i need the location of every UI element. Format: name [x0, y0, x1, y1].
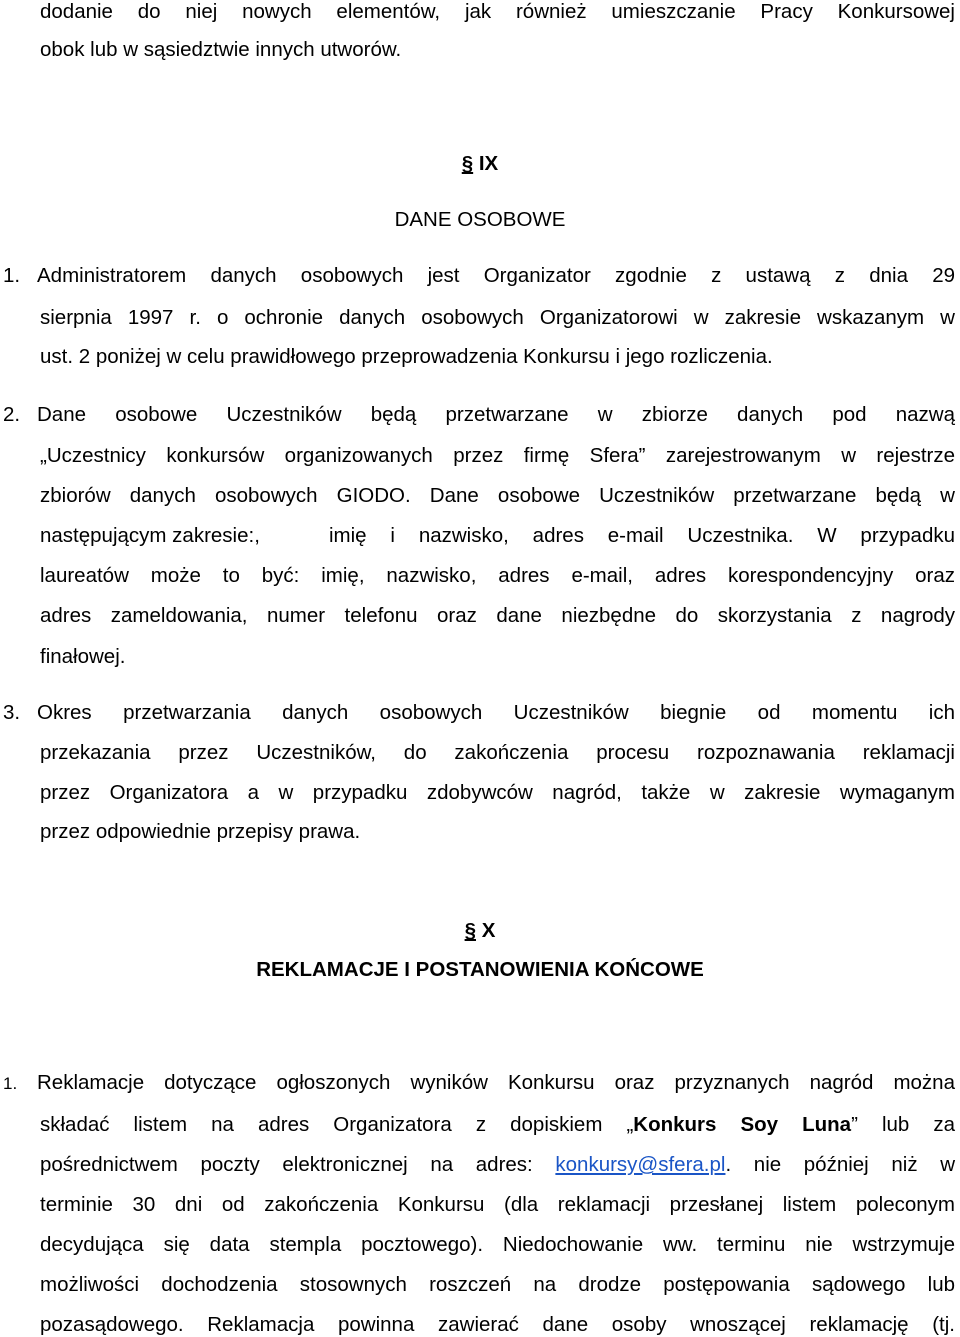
s10-p1-line-2 [40, 1113, 955, 1137]
text: pozasądowego. Reklamacja powinna zawierać dane osoby wnoszącej reklamację (tj. [40, 1313, 955, 1336]
text: finałowej. [40, 645, 126, 668]
s9-p2-line-6 [40, 604, 955, 628]
s9-p2-line-3 [40, 484, 955, 508]
text: adres zameldowania, numer telefonu oraz dane niezbędne do skorzystania z nagrody [40, 604, 955, 627]
item-number: 3. [3, 701, 21, 724]
text: ust. 2 poniżej w celu prawidłowego przeprowadzenia Konkursu i jego rozliczenia. [40, 345, 773, 368]
text: dodanie do niej nowych elementów, jak również umieszczanie Pracy Konkursowej [40, 0, 955, 23]
text: składać listem na adres Organizatora z dopiskiem „ [40, 1113, 634, 1136]
s9-p3-line-1 [3, 701, 955, 725]
text: . nie później niż w [725, 1153, 956, 1176]
text: możliwości dochodzenia stosownych roszczeń na drodze postępowania sądowego lub [40, 1273, 955, 1296]
s10-p1-line-5 [40, 1233, 955, 1257]
text: pośrednictwem poczty elektronicznej na adres: [40, 1153, 533, 1176]
text: Dane osobowe Uczestników będą przetwarzane w zbiorze danych pod nazwą [37, 403, 955, 426]
paragraph-sign: § [461, 152, 474, 175]
s10-p1-line-4 [40, 1193, 955, 1217]
s9-p3-line-4 [40, 820, 955, 844]
s9-p1-line-1 [3, 264, 955, 288]
contest-name: Konkurs Soy Luna [633, 1113, 852, 1136]
s10-p1-line-3 [40, 1153, 955, 1177]
text: zbiorów danych osobowych GIODO. Dane osobowe Uczestników przetwarzane będą w [40, 484, 955, 507]
text: Reklamacje dotyczące ogłoszonych wyników Konkursu oraz przyznanych nagród można [37, 1071, 955, 1094]
s9-p2-line-1 [3, 403, 955, 427]
s10-p1-line-6 [40, 1273, 955, 1297]
text: imię i nazwisko, adres e-mail Uczestnika. W przypadku [329, 524, 955, 547]
text: następującym zakresie:, [40, 524, 260, 547]
text: obok lub w sąsiedztwie innych utworów. [40, 38, 402, 61]
section-9-title [0, 206, 960, 234]
s9-p1-line-3 [40, 345, 955, 369]
s9-p2-line-2 [40, 444, 955, 468]
email-link[interactable]: konkursy@sfera.pl [555, 1153, 726, 1176]
item-number: 1. [3, 1074, 18, 1093]
text: ” lub za [851, 1113, 955, 1136]
s9-p3-line-3 [40, 781, 955, 805]
s9-p1-line-2 [40, 306, 955, 330]
s9-p2-line-4b [329, 524, 955, 548]
section-number: IX [478, 152, 499, 175]
text: przekazania przez Uczestników, do zakończenia procesu rozpoznawania reklamacji [40, 741, 955, 764]
intro-line-1 [40, 0, 955, 24]
s9-p3-line-2 [40, 741, 955, 765]
s9-p2-line-7 [40, 645, 955, 669]
text: laureatów może to być: imię, nazwisko, adres e-mail, adres korespondencyjny oraz [40, 564, 955, 587]
s9-p2-line-5 [40, 564, 955, 588]
text: terminie 30 dni od zakończenia Konkursu (dla reklamacji przesłanej listem poleconym [40, 1193, 955, 1216]
text: Administratorem danych osobowych jest Organizator zgodnie z ustawą z dnia 29 [37, 264, 955, 287]
s10-p1-line-7 [40, 1313, 955, 1337]
item-number: 1. [3, 264, 21, 287]
intro-line-2 [40, 38, 955, 62]
paragraph-sign: § [464, 919, 476, 942]
section-number: X [481, 919, 496, 942]
text: sierpnia 1997 r. o ochronie danych osobowych Organizatorowi w zakresie wskazanym w [40, 306, 955, 329]
item-number: 2. [3, 403, 21, 426]
section-10-number [0, 917, 960, 945]
text: „Uczestnicy konkursów organizowanych przez firmę Sfera” zarejestrowanym w rejestrze [40, 444, 955, 467]
section-10-title [0, 956, 960, 984]
section-9-number [0, 150, 960, 178]
section-title: REKLAMACJE I POSTANOWIENIA KOŃCOWE [256, 958, 704, 981]
section-title: DANE OSOBOWE [394, 208, 566, 231]
s10-p1-line-1 [3, 1071, 955, 1096]
text: przez odpowiednie przepisy prawa. [40, 820, 361, 843]
text: Okres przetwarzania danych osobowych Uczestników biegnie od momentu ich [37, 701, 955, 724]
text: decydująca się data stempla pocztowego). Niedochowanie ww. terminu nie wstrzymuje [40, 1233, 955, 1256]
text: przez Organizatora a w przypadku zdobywców nagród, także w zakresie wymaganym [40, 781, 955, 804]
